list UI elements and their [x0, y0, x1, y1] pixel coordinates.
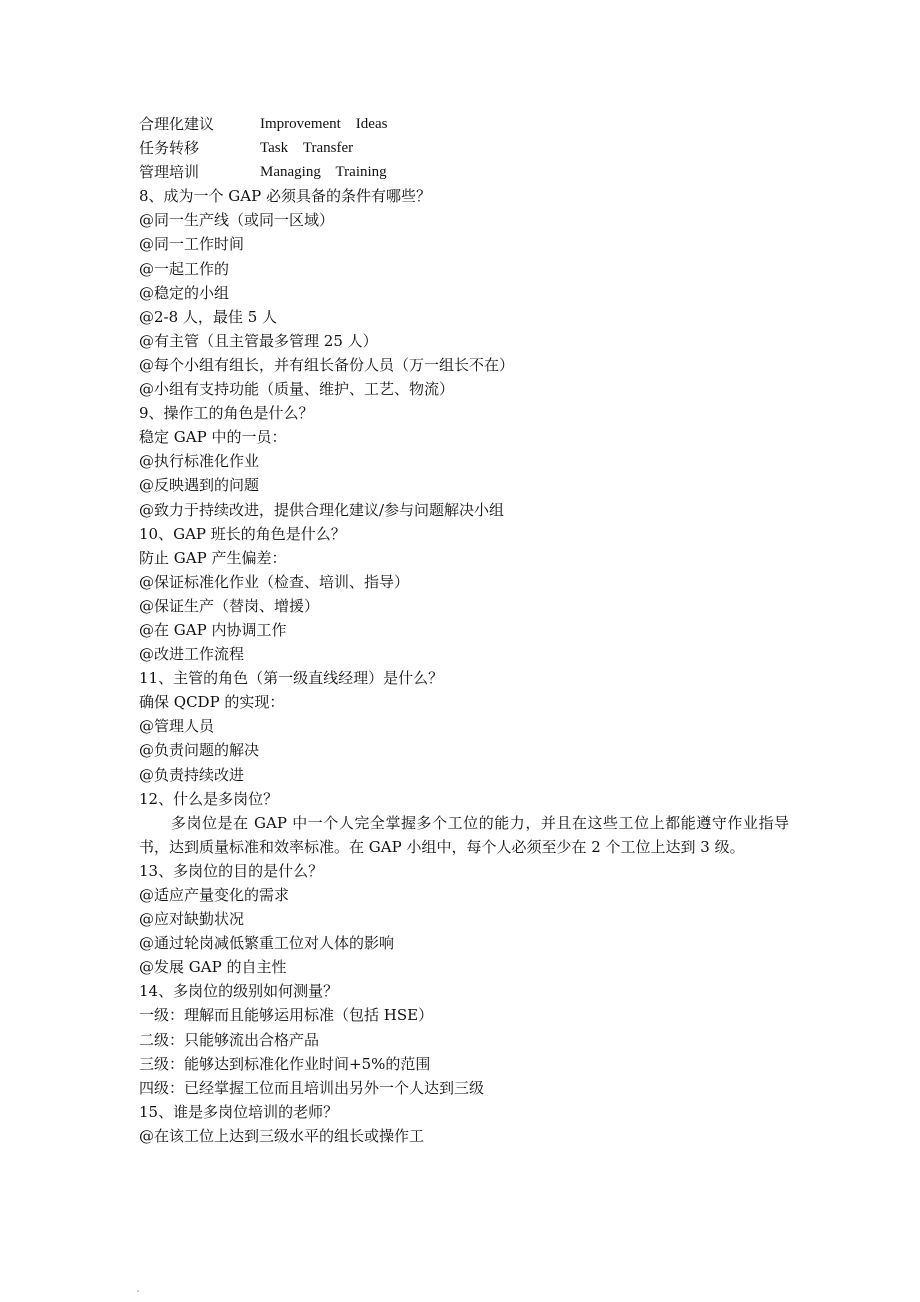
term-row — [139, 112, 789, 136]
term-row — [139, 160, 789, 184]
term-english: Improvement Ideas — [260, 116, 388, 132]
bullet-item: @改进工作流程 — [139, 645, 245, 664]
bullet-item: @有主管（且主管最多管理 25 人） — [139, 331, 378, 350]
question-heading: 15、谁是多岗位培训的老师？ — [139, 1102, 339, 1121]
bullet-item: @发展 GAP 的自主性 — [139, 958, 287, 977]
question-heading: 11、主管的角色（第一级直线经理）是什么？ — [139, 669, 444, 688]
question-heading: 14、多岗位的级别如何测量？ — [139, 982, 339, 1001]
bullet-item: @适应产量变化的需求 — [139, 886, 290, 904]
answer-lead: 确保 QCDP 的实现： — [139, 693, 285, 712]
bullet-item: @在该工位上达到三级水平的组长或操作工 — [139, 1126, 425, 1145]
bullet-item: @同一工作时间 — [139, 235, 245, 254]
bullet-item: @执行标准化作业 — [139, 452, 260, 471]
bullet-item: @每个小组有组长，并有组长备份人员（万一组长不在） — [139, 355, 515, 374]
bullet-item: @负责持续改进 — [139, 765, 245, 784]
bullet-item: @稳定的小组 — [139, 283, 230, 302]
level-item: 一级：理解而且能够运用标准（包括 HSE） — [139, 1006, 434, 1025]
definition-paragraph: 多岗位是在 GAP 中一个人完全掌握多个工位的能力，并且在这些工位上都能遵守作业指导书，达到质量标准和效率标准。在 GAP 小组中，每个人必须至少在 2 个工位上达到 3 级。 — [139, 813, 789, 856]
bullet-item: @保证标准化作业（检查、培训、指导） — [139, 572, 410, 591]
term-chinese: 任务转移 — [139, 139, 200, 158]
bullet-item: @一起工作的 — [139, 259, 230, 278]
bullet-item: @通过轮岗减低繁重工位对人体的影响 — [139, 934, 395, 953]
answer-lead: 防止 GAP 产生偏差： — [139, 548, 287, 567]
term-english: Managing Training — [260, 164, 387, 181]
term-english: Task Transfer — [260, 140, 354, 157]
question-heading: 10、GAP 班长的角色是什么？ — [139, 524, 346, 543]
term-row — [139, 136, 789, 160]
level-item: 二级：只能够流出合格产品 — [139, 1030, 320, 1049]
page-mark — [137, 1290, 139, 1292]
level-item: 四级：已经掌握工位而且培训出另外一个人达到三级 — [139, 1078, 485, 1097]
question-heading: 13、多岗位的目的是什么？ — [139, 861, 324, 880]
bullet-item: @2-8 人，最佳 5 人 — [139, 307, 278, 326]
document-body — [139, 112, 789, 1148]
bullet-item: @保证生产（替岗、增援） — [139, 596, 320, 615]
bullet-item: @致力于持续改进，提供合理化建议/参与问题解决小组 — [139, 500, 505, 519]
level-item: 三级：能够达到标准化作业时间+5%的范围 — [139, 1054, 431, 1073]
question-heading: 12、什么是多岗位？ — [139, 789, 279, 808]
bullet-item: @反映遇到的问题 — [139, 476, 260, 495]
question-heading: 8、成为一个 GAP 必须具备的条件有哪些？ — [139, 187, 431, 206]
question-heading: 9、操作工的角色是什么？ — [139, 404, 314, 423]
term-chinese: 管理培训 — [139, 163, 200, 182]
bullet-item: @同一生产线（或同一区域） — [139, 211, 335, 230]
answer-lead: 稳定 GAP 中的一员： — [139, 428, 287, 447]
bullet-item: @应对缺勤状况 — [139, 910, 245, 929]
bullet-item: @管理人员 — [139, 717, 215, 736]
bullet-item: @在 GAP 内协调工作 — [139, 620, 287, 639]
bullet-item: @小组有支持功能（质量、维护、工艺、物流） — [139, 380, 455, 399]
bullet-item: @负责问题的解决 — [139, 741, 260, 760]
term-chinese: 合理化建议 — [139, 115, 215, 133]
